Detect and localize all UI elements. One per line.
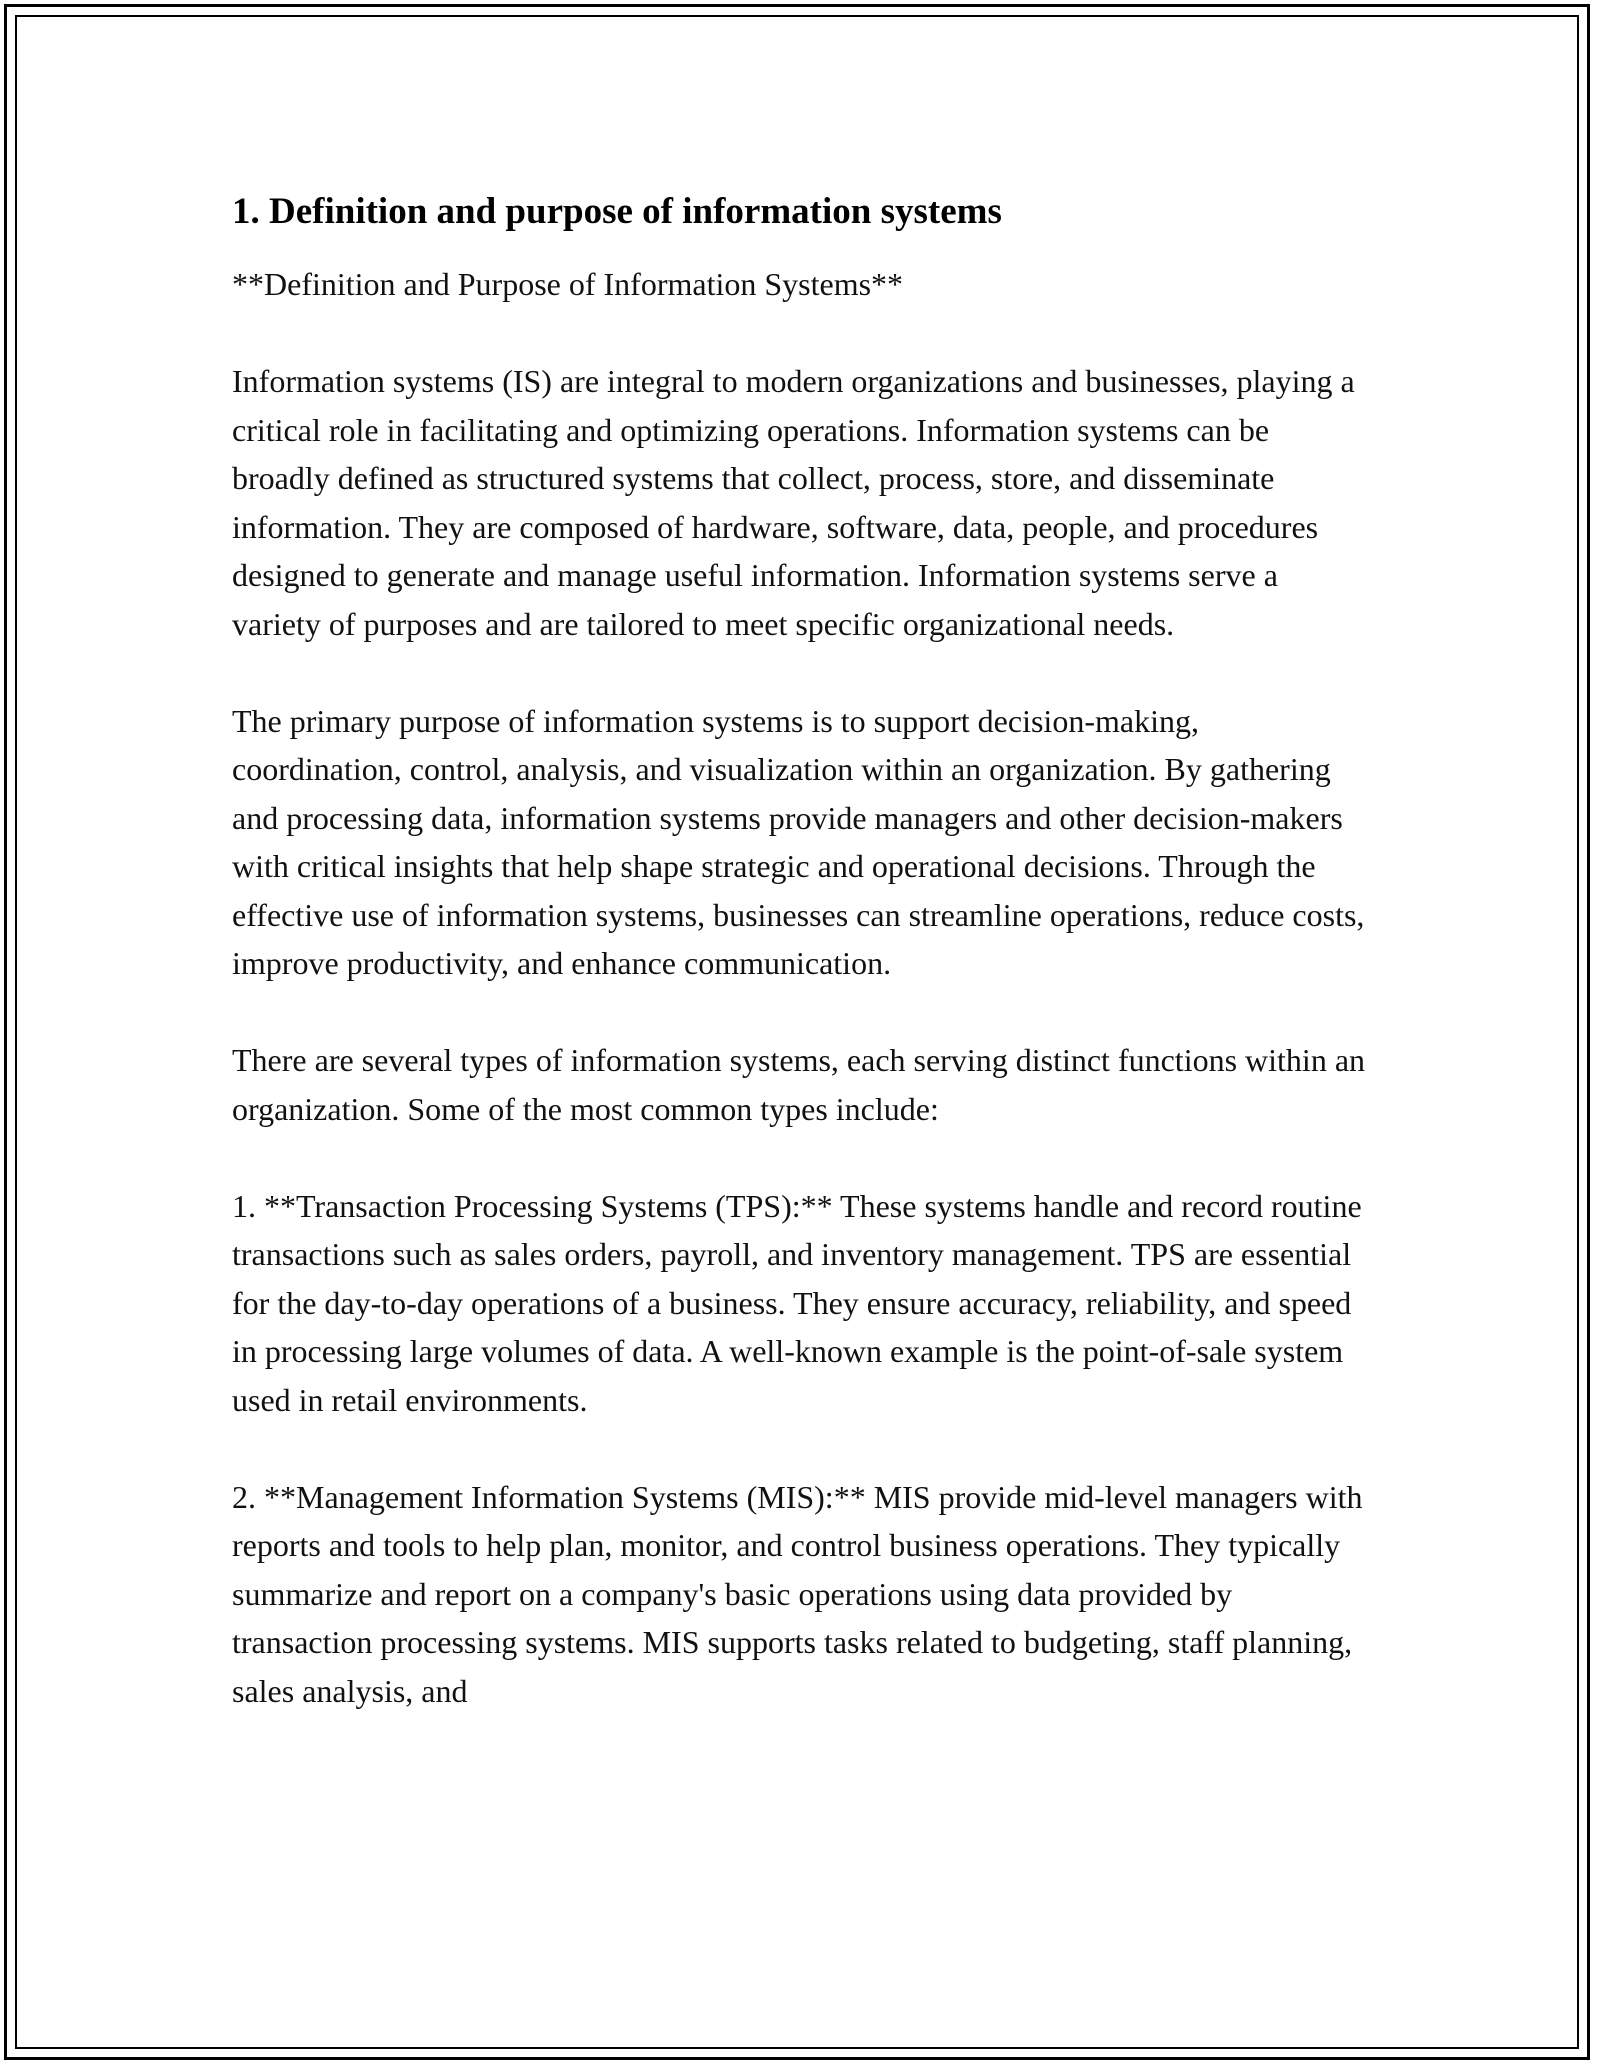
page-title: 1. Definition and purpose of information systems [232, 191, 1002, 232]
paragraph-purpose: The primary purpose of information systems is to support decision-making, coordination, control, analysis, and visualization within an organization. By gathering and processing data, information systems provide managers and other decision-makers with critical insights that help shape strategic and operational decisions. Through the effective use of information systems, businesses can streamline operations, reduce costs, improve productivity, and enhance communication. [232, 702, 1365, 981]
list-item-mis: 2. **Management Information Systems (MIS):** MIS provide mid-level managers with reports and tools to help plan, monitor, and control business operations. They typically summarize and report on a company's basic operations using data provided by transaction processing systems. MIS supports tasks related to budgeting, staff planning, sales analysis, and [232, 1478, 1363, 1709]
paragraph-types-intro: There are several types of information systems, each serving distinct functions within an organization. Some of the most common types include: [232, 1042, 1366, 1127]
list-item-tps: 1. **Transaction Processing Systems (TPS):** These systems handle and record routine transactions such as sales orders, payroll, and inventory management. TPS are essential for the day-to-day operations of a business. They ensure accuracy, reliability, and speed in processing large volumes of data. A well-known example is the point-of-sale system used in retail environments. [232, 1187, 1362, 1418]
paragraph-definition: Information systems (IS) are integral to modern organizations and businesses, playing a critical role in facilitating and optimizing operations. Information systems can be broadly defined as structured systems that collect, process, store, and disseminate information. They are composed of hardware, software, data, people, and procedures designed to generate and manage useful information. Information systems serve a variety of purposes and are tailored to meet specific organizational needs. [232, 363, 1355, 642]
document-body [232, 186, 1372, 1715]
section-subheading: **Definition and Purpose of Information Systems** [232, 266, 904, 302]
